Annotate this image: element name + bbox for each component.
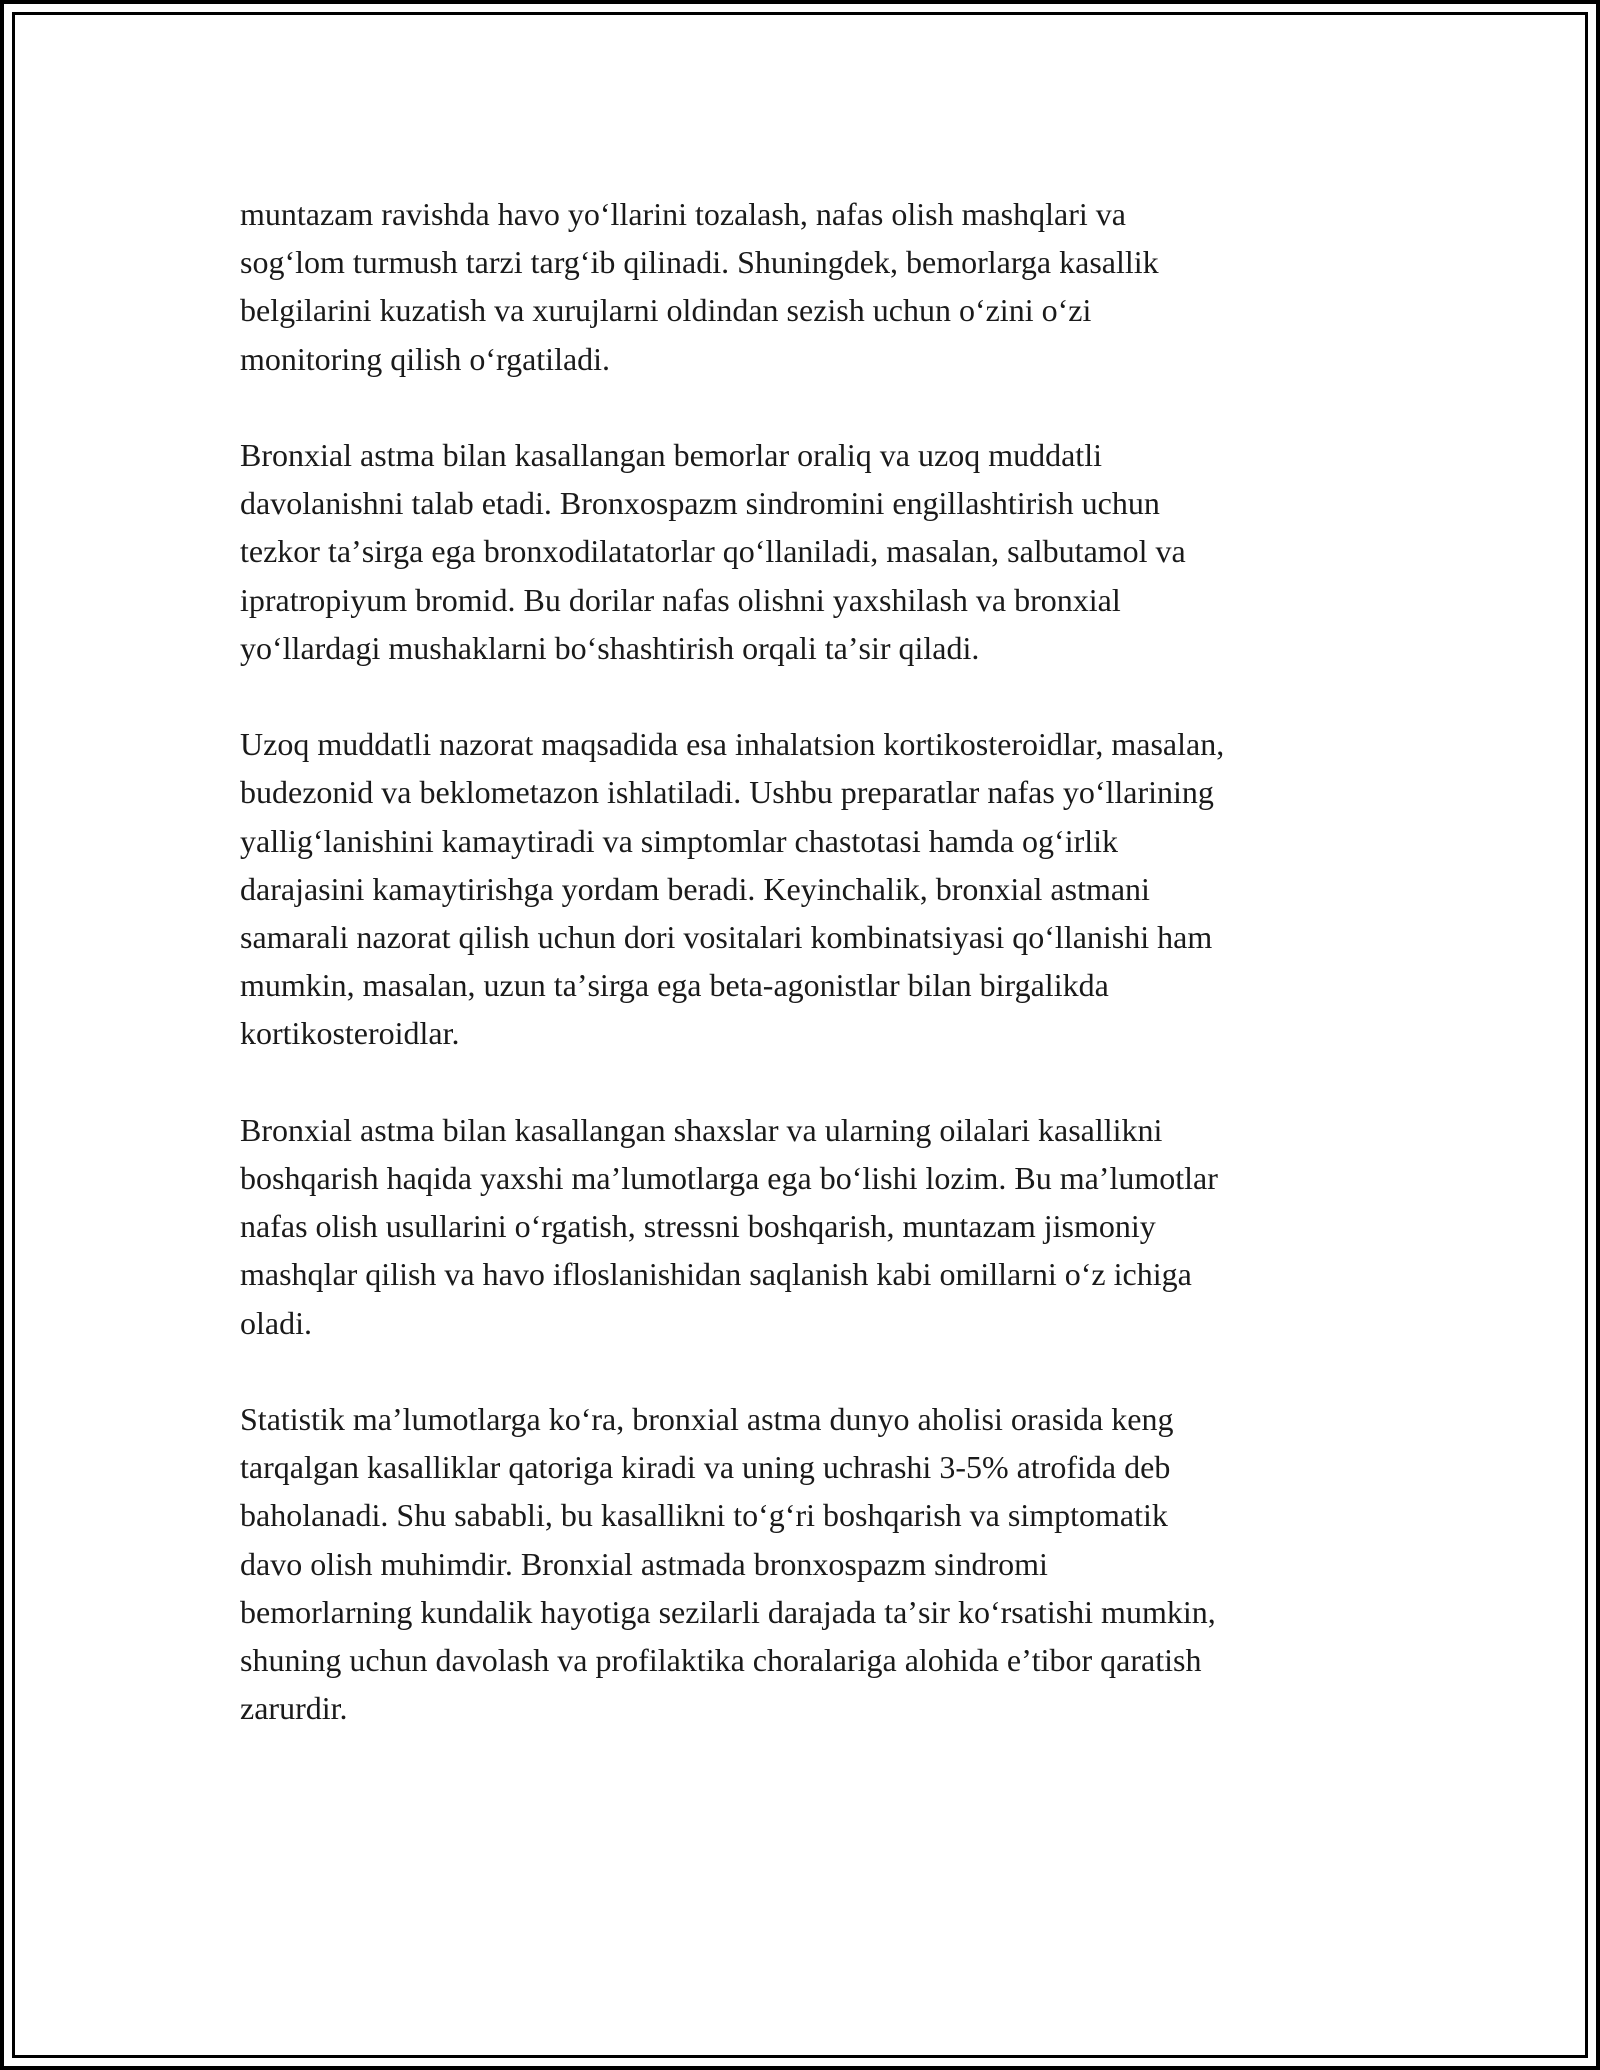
text-line: darajasini kamaytirishga yordam beradi. Keyinchalik, bronxial astmani: [240, 870, 1150, 907]
text-line: nafas olish usullarini oʻrgatish, stressni boshqarish, muntazam jismoniy: [240, 1208, 1156, 1245]
text-line: ipratropiyum bromid. Bu dorilar nafas olishni yaxshilash va bronxial: [240, 581, 1121, 618]
text-line: Uzoq muddatli nazorat maqsadida esa inhalatsion kortikosteroidlar, masalan,: [240, 726, 1225, 763]
text-line: Bronxial astma bilan kasallangan shaxslar va ularning oilalari kasallikni: [240, 1111, 1163, 1148]
text-line: tarqalgan kasalliklar qatoriga kiradi va uning uchrashi 3-5% atrofida deb: [240, 1449, 1171, 1486]
text-line: mumkin, masalan, uzun taʼsirga ega beta-agonistlar bilan birgalikda: [240, 967, 1109, 1004]
text-line: Bronxial astma bilan kasallangan bemorlar oraliq va uzoq muddatli: [240, 437, 1102, 473]
text-line: samarali nazorat qilish uchun dori vositalari kombinatsiyasi qoʻllanishi ham: [240, 919, 1213, 956]
document-body: [240, 190, 1415, 1732]
text-line: mashqlar qilish va havo ifloslanishidan saqlanish kabi omillarni oʻz ichiga: [240, 1256, 1192, 1293]
text-line: belgilarini kuzatish va xurujlarni oldindan sezish uchun oʻzini oʻzi: [240, 292, 1092, 329]
text-line: boshqarish haqida yaxshi maʼlumotlarga ega boʻlishi lozim. Bu maʼlumotlar: [240, 1160, 1218, 1197]
text-line: bemorlarning kundalik hayotiga sezilarli darajada taʼsir koʻrsatishi mumkin,: [240, 1593, 1216, 1630]
text-line: yalligʻlanishini kamaytiradi va simptomlar chastotasi hamda ogʻirlik: [240, 822, 1119, 859]
text-line: tezkor taʼsirga ega bronxodilatatorlar qoʻllaniladi, masalan, salbutamol va: [240, 533, 1186, 570]
text-line: davolanishni talab etadi. Bronxospazm sindromini engillashtirish uchun: [240, 485, 1160, 522]
text-line: oladi.: [240, 1304, 312, 1341]
paragraph-5: [240, 1395, 1415, 1732]
paragraph-3: [240, 720, 1415, 1057]
text-line: budezonid va beklometazon ishlatiladi. Ushbu preparatlar nafas yoʻllarining: [240, 774, 1214, 811]
text-line: davo olish muhimdir. Bronxial astmada bronxospazm sindromi: [240, 1545, 1048, 1582]
paragraph-4: [240, 1106, 1415, 1347]
text-line: baholanadi. Shu sababli, bu kasallikni toʻgʻri boshqarish va simptomatik: [240, 1497, 1168, 1534]
text-line: sogʻlom turmush tarzi targʻib qilinadi. Shuningdek, bemorlarga kasallik: [240, 244, 1159, 281]
text-line: zarurdir.: [240, 1690, 348, 1727]
text-line: kortikosteroidlar.: [240, 1015, 460, 1052]
text-line: yoʻllardagi mushaklarni boʻshashtirish orqali taʼsir qiladi.: [240, 629, 980, 666]
text-line: muntazam ravishda havo yoʻllarini tozalash, nafas olish mashqlari va: [240, 196, 1126, 232]
text-line: monitoring qilish oʻrgatiladi.: [240, 340, 611, 377]
text-line: Statistik maʼlumotlarga koʻra, bronxial astma dunyo aholisi orasida keng: [240, 1401, 1174, 1438]
paragraph-1: [240, 190, 1415, 383]
text-line: shuning uchun davolash va profilaktika choralariga alohida eʼtibor qaratish: [240, 1642, 1202, 1679]
paragraph-2: [240, 431, 1415, 672]
